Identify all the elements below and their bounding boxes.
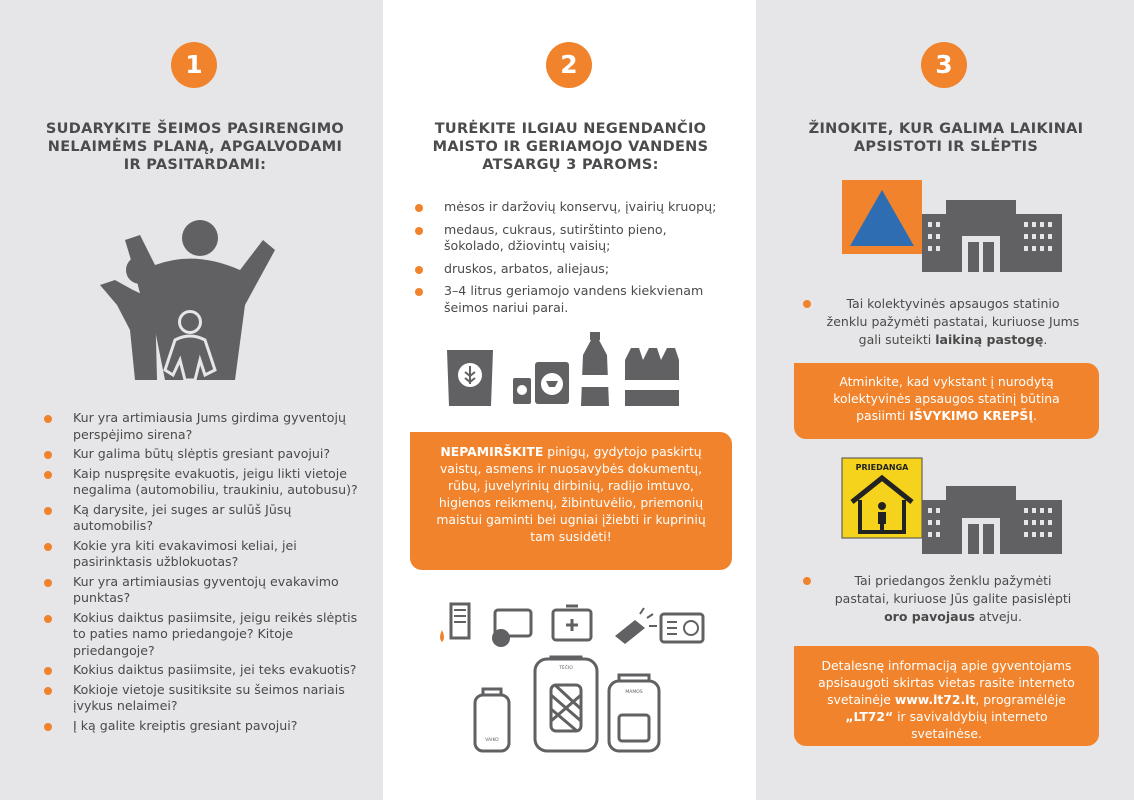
mom-bag-label: MAMOS	[625, 690, 643, 695]
reminder-bag-end: .	[1032, 408, 1037, 423]
reminder-bag-bold: IŠVYKIMO KREPŠĮ	[909, 408, 1033, 423]
more-info-box	[794, 646, 1099, 746]
col1-heading	[20, 120, 370, 174]
bullet-dot	[803, 577, 811, 585]
column-3	[756, 0, 1134, 800]
app-name: „LT72“	[845, 709, 894, 724]
list-item: Kokie yra kiti evakavimosi keliai, jei pasirinktasis užblokuotas?	[44, 538, 369, 571]
list-item: Kur galima būtų slėptis gresiant pavojui?	[44, 446, 369, 463]
shelter-info-2	[826, 572, 1080, 626]
col3-heading-line: APSISTOTI IR SLĖPTIS	[853, 139, 1039, 155]
list-item: mėsos ir daržovių konservų, įvairių kruopų;	[415, 199, 730, 216]
more-info-text: Detalesnę informaciją apie gyventojams apsisaugoti skirtas vietas rasite interneto svetainėje	[818, 658, 1075, 707]
list-item: Kur yra artimiausia Jums girdima gyventojų perspėjimo sirena?	[44, 410, 369, 443]
shelter-building-icon	[840, 456, 1070, 556]
more-info-text: , programėlėje	[975, 692, 1066, 707]
col2-heading	[398, 120, 743, 174]
backpacks-icon	[473, 655, 683, 755]
shelter-info-1-end: .	[1043, 332, 1048, 347]
shelter-sign-label: PRIEDANGA	[855, 463, 909, 472]
reminder-bold: NEPAMIRŠKITE	[440, 444, 544, 459]
shelter-info-2-bold: oro pavojaus	[884, 609, 975, 624]
reminder-box	[410, 432, 732, 570]
list-item: medaus, cukraus, sutirštinto pieno, šokolado, džiovintų vaisių;	[415, 222, 730, 255]
shelter-info-1-text: Tai kolektyvinės apsaugos statinio ženklu pažymėti pastatai, kuriuose Jums gali suteikti	[826, 296, 1080, 347]
col1-heading-line: IR PASITARDAMI:	[123, 157, 267, 173]
reminder-bag-text: Atminkite, kad vykstant į nurodytą kolektyvinės apsaugos statinį būtina pasiimti	[833, 374, 1060, 423]
col2-supplies-list	[415, 199, 730, 319]
list-item: Kokioje vietoje susitiksite su šeimos nariais įvykus nelaimei?	[44, 682, 369, 715]
bullet-dot	[803, 300, 811, 308]
col3-heading	[771, 120, 1121, 156]
col3-heading-line: ŽINOKITE, KUR GALIMA LAIKINAI	[808, 121, 1084, 137]
shelter-info-2-end: atveju.	[974, 609, 1022, 624]
reminder-text: pinigų, gydytojo paskirtų vaistų, asmens ir nuosavybės dokumentų, rūbų, juvelyrinių dirbinių, radijo imtuvo, higienos reikmenų, žibintuvėlio, priemonių maistui gaminti bei ugniai įžiebti ir kuprinių tam susidėti!	[436, 444, 706, 544]
dad-bag-label: TĖČIO	[559, 666, 573, 671]
step-number-3: 3	[921, 42, 967, 88]
step-number-2: 2	[546, 42, 592, 88]
col2-heading-line: TURĖKITE ILGIAU NEGENDANČIO	[434, 121, 707, 137]
reminder-bag-box	[794, 363, 1099, 439]
col1-heading-line: NELAIMĖMS PLANĄ, APGALVODAMI	[47, 139, 343, 155]
shelter-info-1	[826, 295, 1080, 349]
col2-heading-line: ATSARGŲ 3 PAROMS:	[482, 157, 659, 173]
list-item: Kokius daiktus pasiimsite, jei teks evakuotis?	[44, 662, 369, 679]
column-2	[383, 0, 756, 800]
list-item: Kokius daiktus pasiimsite, jeigu reikės slėptis to paties namo priedangoje? Kitoje priedangoje?	[44, 610, 369, 660]
emergency-items-icons	[435, 600, 715, 648]
col2-heading-line: MAISTO IR GERIAMOJO VANDENS	[432, 139, 709, 155]
col1-heading-line: SUDARYKITE ŠEIMOS PASIRENGIMO	[45, 121, 345, 137]
list-item: 3–4 litrus geriamojo vandens kiekvienam šeimos nariui parai.	[415, 283, 730, 316]
shelter-info-1-bold: laikiną pastogę	[935, 332, 1044, 347]
list-item: Kur yra artimiausias gyventojų evakavimo punktas?	[44, 574, 369, 607]
step-number-1: 1	[171, 42, 217, 88]
shelter-info-2-text: Tai priedangos ženklu pažymėti pastatai, kuriuose Jūs galite pasislėpti	[834, 573, 1072, 606]
child-bag-label: VAIKO	[485, 738, 499, 743]
list-item: Į ką galite kreiptis gresiant pavojui?	[44, 718, 369, 735]
family-icon	[95, 210, 295, 380]
food-supplies-icon	[443, 330, 703, 410]
column-1	[0, 0, 383, 800]
list-item: druskos, arbatos, aliejaus;	[415, 261, 730, 278]
more-info-text: ir savivaldybių interneto svetainėse.	[893, 709, 1048, 741]
civil-protection-building-icon	[840, 178, 1070, 274]
list-item: Ką darysite, jei suges ar sulūš Jūsų automobilis?	[44, 502, 369, 535]
col1-question-list	[44, 410, 369, 737]
list-item: Kaip nuspręsite evakuotis, jeigu likti vietoje negalima (automobiliu, traukiniu, autobusu)?	[44, 466, 369, 499]
website-link[interactable]: www.lt72.lt	[894, 692, 976, 707]
